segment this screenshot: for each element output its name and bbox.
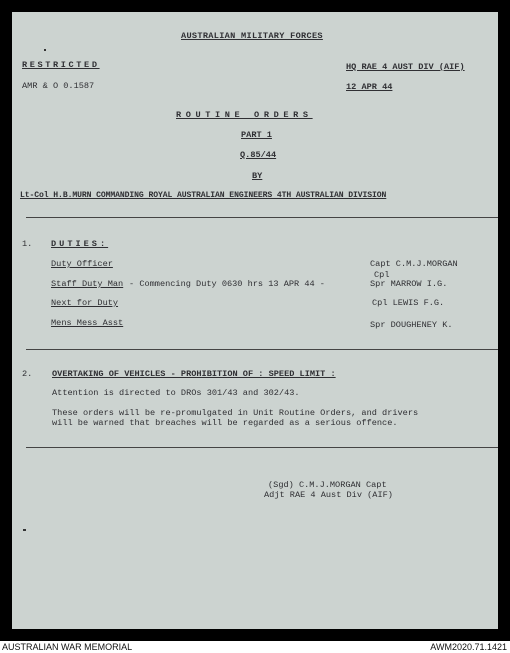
section-body-line: These orders will be re-promulgated in Unit Routine Orders, and drivers: [52, 408, 419, 418]
document-header: AUSTRALIAN MILITARY FORCES: [181, 31, 323, 41]
divider: [26, 217, 498, 218]
archive-footer: [0, 641, 510, 653]
section-number: 2.: [22, 369, 33, 379]
archive-reference: AWM2020.71.1421: [430, 642, 507, 652]
section-number: 1.: [22, 239, 33, 249]
restricted-label: RESTRICTED: [22, 60, 100, 70]
signature-line: (Sgd) C.M.J.MORGAN Capt: [268, 480, 387, 490]
ink-mark: [44, 49, 46, 51]
order-number: Q.85/44: [240, 150, 277, 160]
document-title: ROUTINE ORDERS: [176, 110, 313, 120]
section-heading-overtaking: OVERTAKING OF VEHICLES - PROHIBITION OF : SPEED LIMIT :: [52, 369, 336, 379]
divider: [26, 349, 498, 350]
archive-name: AUSTRALIAN WAR MEMORIAL: [2, 642, 133, 652]
duty-label: Next for Duty: [51, 298, 119, 308]
duty-label: Staff Duty Man: [51, 279, 124, 289]
document-date: 12 APR 44: [346, 82, 393, 92]
duty-label: Duty Officer: [51, 259, 113, 269]
document-page: [12, 12, 498, 629]
divider: [26, 447, 498, 448]
section-heading-duties: DUTIES:: [51, 239, 109, 249]
duty-label: Mens Mess Asst: [51, 318, 124, 328]
part-label: PART 1: [241, 130, 272, 140]
commander-line: Lt-Col H.B.MURN COMMANDING ROYAL AUSTRALIAN ENGINEERS 4TH AUSTRALIAN DIVISION: [20, 191, 387, 200]
section-body-line: will be warned that breaches will be regarded as a serious offence.: [52, 418, 398, 428]
by-label: BY: [252, 171, 263, 181]
duty-person: Spr DOUGHENEY K.: [370, 320, 453, 330]
signature-title: Adjt RAE 4 Aust Div (AIF): [264, 490, 393, 500]
reference-number: AMR & O 0.1587: [22, 81, 95, 91]
duty-detail: - Commencing Duty 0630 hrs 13 APR 44 -: [129, 279, 325, 289]
duty-person: Cpl LEWIS F.G.: [372, 298, 445, 308]
duty-rank-correction: Cpl: [374, 270, 390, 280]
section-body-line: Attention is directed to DROs 301/43 and 302/43.: [52, 388, 300, 398]
headquarters-label: HQ RAE 4 AUST DIV (AIF): [346, 62, 465, 72]
duty-person: Spr MARROW I.G.: [370, 279, 448, 289]
duty-person: Capt C.M.J.MORGAN: [370, 259, 458, 269]
ink-mark: [23, 529, 26, 531]
